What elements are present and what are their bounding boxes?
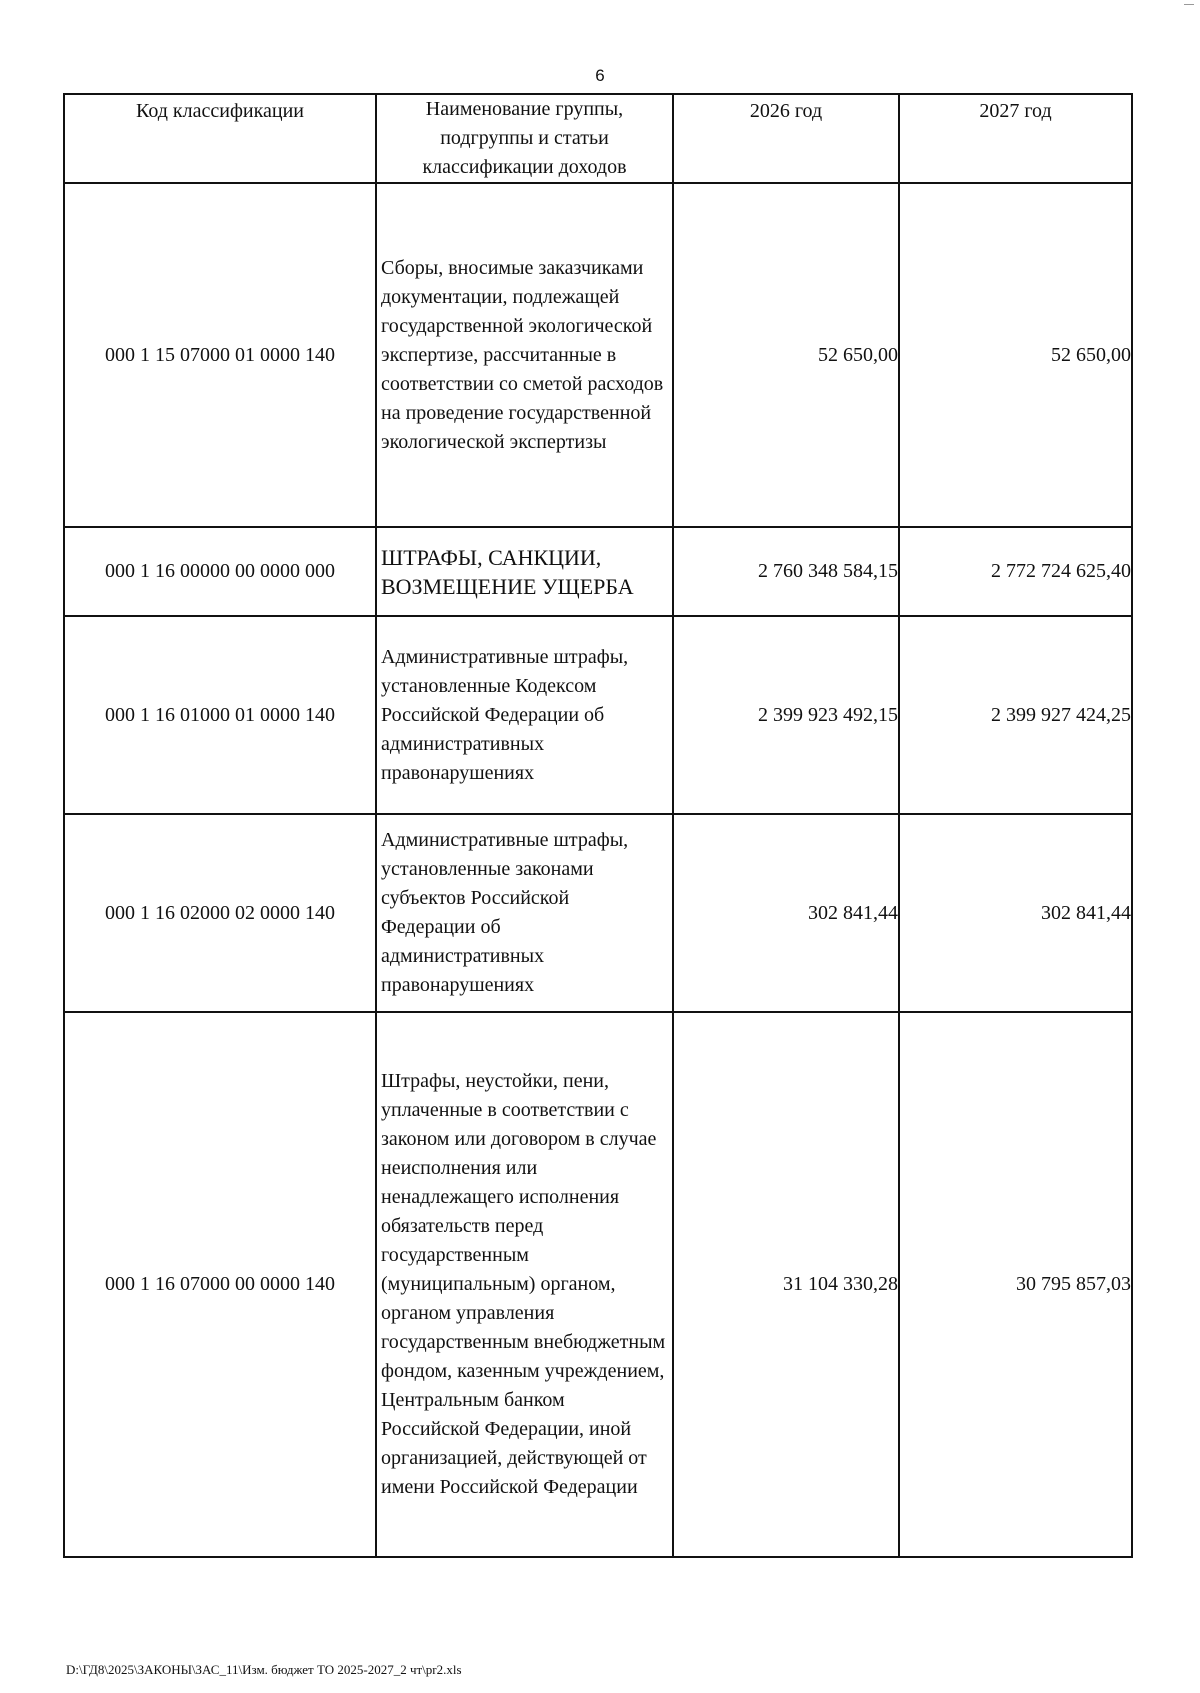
row-name: Административные штрафы, установленные законами субъектов Российской Федерации об административных правонарушениях: [376, 814, 673, 1012]
page-number: 6: [595, 66, 605, 85]
row-value-2026: 2 399 923 492,15: [673, 616, 899, 814]
table-row: [64, 1012, 1132, 1557]
row-value-2027: 52 650,00: [899, 183, 1132, 527]
header-year-2026: 2026 год: [673, 94, 899, 183]
header-year-2027: 2027 год: [899, 94, 1132, 183]
row-value-2027: 2 772 724 625,40: [899, 527, 1132, 616]
table-row: [64, 616, 1132, 814]
row-name: Штрафы, неустойки, пени, уплаченные в соответствии с законом или договором в случае неисполнения или ненадлежащего исполнения обязательств перед государственным (муниципальным) органом, органом управления государственным внебюджетным фондом, казенным учреждением, Центральным банком Российской Федерации, иной организацией, действующей от имени Российской Федерации: [376, 1012, 673, 1557]
table-row: [64, 527, 1132, 616]
header-code: Код классификации: [64, 94, 376, 183]
row-name: ШТРАФЫ, САНКЦИИ, ВОЗМЕЩЕНИЕ УЩЕРБА: [376, 527, 673, 616]
row-value-2027: 2 399 927 424,25: [899, 616, 1132, 814]
row-value-2026: 31 104 330,28: [673, 1012, 899, 1557]
row-value-2026: 302 841,44: [673, 814, 899, 1012]
table-row: [64, 814, 1132, 1012]
revenue-table: [63, 93, 1133, 1558]
row-code: 000 1 16 01000 01 0000 140: [64, 616, 376, 814]
row-code: 000 1 16 07000 00 0000 140: [64, 1012, 376, 1557]
row-code: 000 1 15 07000 01 0000 140: [64, 183, 376, 527]
header-name: Наименование группы, подгруппы и статьи классификации доходов: [376, 94, 673, 183]
table-row: [64, 183, 1132, 527]
row-value-2027: 302 841,44: [899, 814, 1132, 1012]
row-name: Административные штрафы, установленные Кодексом Российской Федерации об административных правонарушениях: [376, 616, 673, 814]
row-name: Сборы, вносимые заказчиками документации, подлежащей государственной экологической экспертизе, рассчитанные в соответствии со сметой расходов на проведение государственной экологической экспертизы: [376, 183, 673, 527]
table-header-row: [64, 94, 1132, 183]
row-code: 000 1 16 02000 02 0000 140: [64, 814, 376, 1012]
file-path-footer: D:\ГД8\2025\ЗАКОНЫ\ЗАС_11\Изм. бюджет ТО 2025-2027_2 чт\pr2.xls: [66, 1662, 462, 1677]
row-value-2026: 52 650,00: [673, 183, 899, 527]
page-corner-mark: [1184, 4, 1194, 5]
row-code: 000 1 16 00000 00 0000 000: [64, 527, 376, 616]
row-value-2027: 30 795 857,03: [899, 1012, 1132, 1557]
row-value-2026: 2 760 348 584,15: [673, 527, 899, 616]
